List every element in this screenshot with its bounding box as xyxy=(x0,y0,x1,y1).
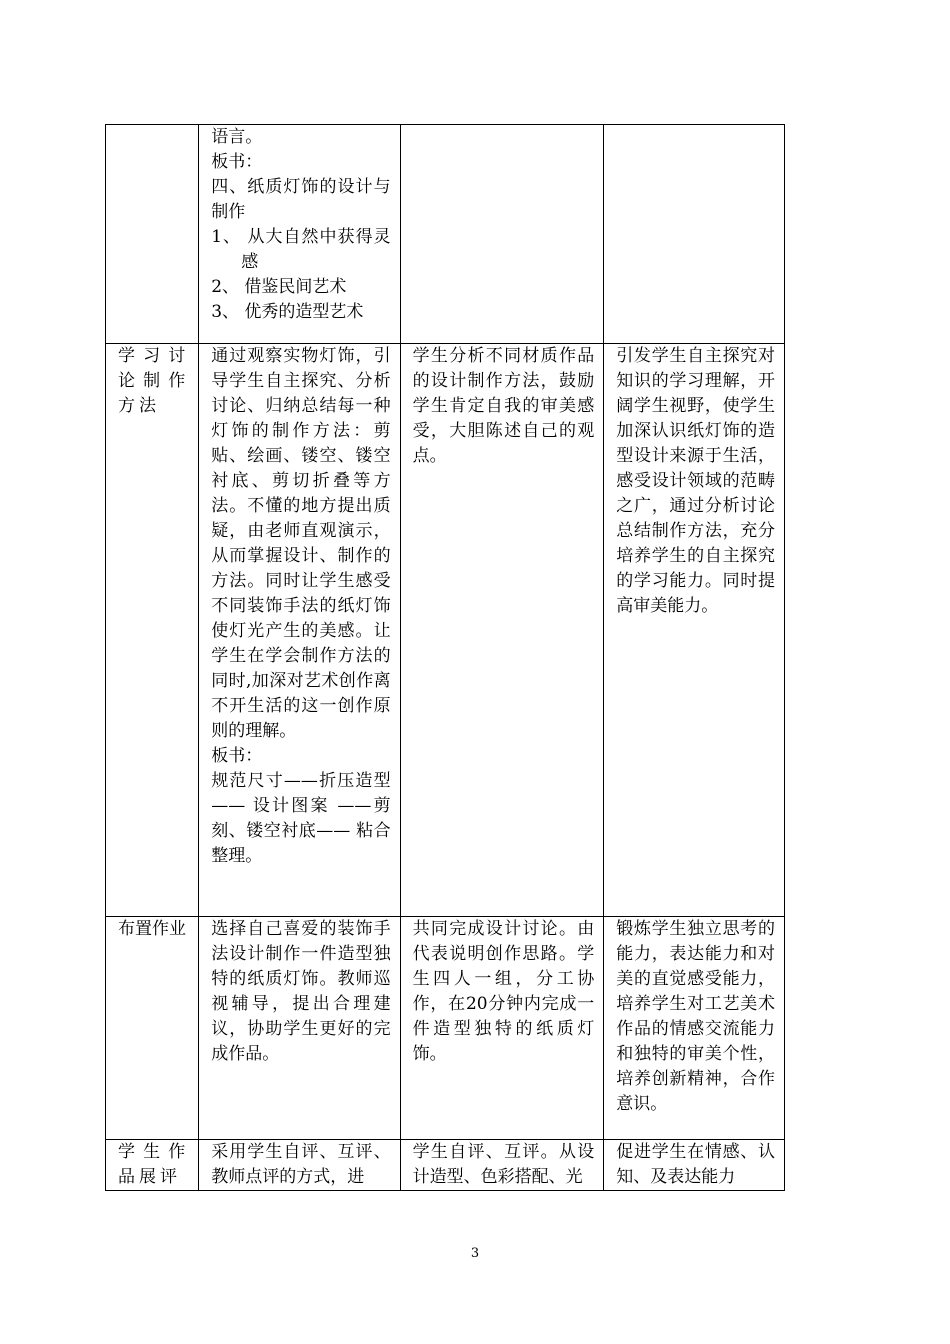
design-intent-cell xyxy=(604,125,785,344)
text-line: 采用学生自评、互评、教师点评的方式，进 xyxy=(211,1142,391,1187)
design-intent-cell: 促进学生在情感、认知、及表达能力 xyxy=(604,1140,785,1191)
text-line: 选择自己喜爱的装饰手法设计制作一件造型独特的纸质灯饰。教师巡视辅导，提出合理建议，协助学生更好的完成作品。 xyxy=(211,919,391,1064)
text-line: 板书： xyxy=(211,152,263,172)
student-activity-cell: 共同完成设计讨论。由代表说明创作思路。学生四人一组，分工协作，在20分钟内完成一件造型独特的纸质灯饰。 xyxy=(400,917,604,1140)
teacher-activity-cell xyxy=(199,344,400,917)
stage-cell: 学习讨论制作方法 xyxy=(106,344,199,917)
text-line: 规范尺寸——折压造型—— 设计图案 ——剪刻、镂空衬底—— 粘合整理。 xyxy=(211,771,391,866)
list-item: 2、 借鉴民间艺术 xyxy=(211,277,347,297)
student-activity-cell: 学生分析不同材质作品的设计制作方法，鼓励学生肯定自我的审美感受，大胆陈述自己的观点。 xyxy=(400,344,604,917)
student-activity-cell: 学生自评、互评。从设计造型、色彩搭配、光 xyxy=(400,1140,604,1191)
design-intent-cell: 锻炼学生独立思考的能力，表达能力和对美的直觉感受能力，培养学生对工艺美术作品的情感交流能力和独特的审美个性，培养创新精神，合作意识。 xyxy=(604,917,785,1140)
text-line: 四、纸质灯饰的设计与制作 xyxy=(211,177,391,222)
stage-cell: 布置作业 xyxy=(106,917,199,1140)
table-row xyxy=(106,1140,785,1191)
design-intent-cell: 引发学生自主探究对知识的学习理解，开阔学生视野，使学生加深认识纸灯饰的造型设计来源于生活，感受设计领域的范畴之广，通过分析讨论总结制作方法，充分培养学生的自主探究的学习能力。同时提高审美能力。 xyxy=(604,344,785,917)
lesson-plan-table xyxy=(105,124,785,1191)
student-activity-cell xyxy=(400,125,604,344)
table-row xyxy=(106,344,785,917)
table-row xyxy=(106,125,785,344)
text-line: 板书： xyxy=(211,746,263,766)
stage-cell: 学生作品展评 xyxy=(106,1140,199,1191)
list-item: 1、 从大自然中获得灵感 xyxy=(211,227,391,272)
text-line: 通过观察实物灯饰，引导学生自主探究、分析讨论、归纳总结每一种灯饰的制作方法：剪贴、绘画、镂空、镂空衬底、剪切折叠等方法。不懂的地方提出质疑，由老师直观演示，从而掌握设计、制作的方法。同时让学生感受不同装饰手法的纸灯饰使灯光产生的美感。让学生在学会制作方法的同时,加深对艺术创作离不开生活的这一创作原则的理解。 xyxy=(211,346,391,741)
text-line: 语言。 xyxy=(211,127,263,147)
teacher-activity-cell xyxy=(199,1140,400,1191)
teacher-activity-cell xyxy=(199,917,400,1140)
stage-cell xyxy=(106,125,199,344)
teacher-activity-cell xyxy=(199,125,400,344)
table-row xyxy=(106,917,785,1140)
list-item: 3、 优秀的造型艺术 xyxy=(211,302,364,322)
page-number: 3 xyxy=(470,1246,480,1261)
